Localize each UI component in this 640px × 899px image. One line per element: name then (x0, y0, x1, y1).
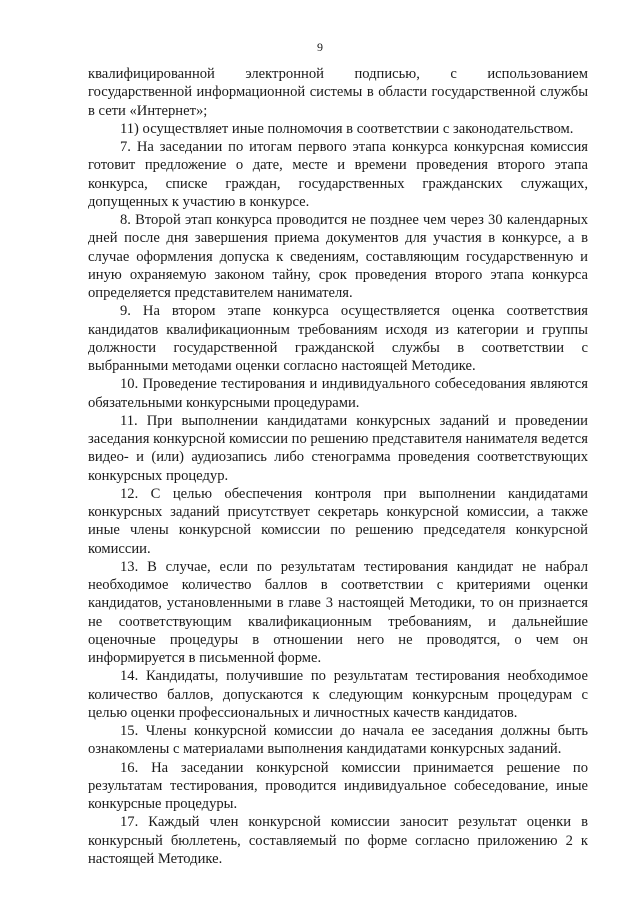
paragraph-7: 7. На заседании по итогам первого этапа конкурса конкурсная комиссия готовит предложение о дате, месте и времени проведения второго этапа конкурса, списке граждан, государственных гражданских служащих, допущенных к участию в конкурсе. (88, 139, 588, 210)
paragraph-14: 14. Кандидаты, получившие по результатам тестирования необходимое количество баллов, допускаются к следующим конкурсным процедурам с целью оценки профессиональных и личностных качеств кандидатов. (88, 668, 588, 721)
paragraph-17: 17. Каждый член конкурсной комиссии заносит результат оценки в конкурсный бюллетень, составляемый по форме согласно приложению 2 к настоящей Методике. (88, 814, 588, 867)
paragraph-10: 10. Проведение тестирования и индивидуального собеседования являются обязательными конкурсными процедурами. (88, 376, 588, 411)
paragraph-item-11: 11) осуществляет иные полномочия в соответствии с законодательством. (120, 120, 574, 137)
paragraph-12: 12. С целью обеспечения контроля при выполнении кандидатами конкурсных заданий присутствует секретарь конкурсной комиссии, а также иные члены конкурсной комиссии по решению председателя конкурсной комиссии. (88, 485, 588, 557)
page-number: 9 (317, 40, 323, 54)
paragraph-16: 16. На заседании конкурсной комиссии принимается решение по результатам тестирования, проводится индивидуальное собеседование, иные конкурсные процедуры. (88, 759, 588, 812)
document-body (88, 65, 588, 868)
paragraph-8: 8. Второй этап конкурса проводится не позднее чем через 30 календарных дней после дня завершения приема документов для участия в конкурсе, а в случае оформления допуска к сведениям, составляющим государственную и иную охраняемую законом тайну, срок проведения второго этапа конкурса определяется представителем нанимателя. (88, 212, 588, 301)
paragraph-11: 11. При выполнении кандидатами конкурсных заданий и проведении заседания конкурсной комиссии по решению представителя нанимателя ведется видео- и (или) аудиозапись либо стенограмма проведения соответствующих конкурсных процедур. (88, 412, 588, 484)
paragraph-15: 15. Члены конкурсной комиссии до начала ее заседания должны быть ознакомлены с материалами выполнения кандидатами конкурсных заданий. (88, 723, 588, 758)
paragraph-13: 13. В случае, если по результатам тестирования кандидат не набрал необходимое количество баллов в соответствии с критериями оценки кандидатов, установленными в главе 3 настоящей Методики, то он признается не соответствующим квалификационным требованиям, и дальнейшие оценочные процедуры в отношении него не проводятся, о чем он информируется в письменной форме. (88, 558, 588, 666)
paragraph-continuation: квалифицированной электронной подписью, с использованием государственной информационной системы в области государственной службы в сети «Интернет»; (88, 66, 588, 119)
paragraph-9: 9. На втором этапе конкурса осуществляется оценка соответствия кандидатов квалификационным требованиям исходя из категории и группы должности государственной гражданской службы в соответствии с выбранными методами оценки согласно настоящей Методике. (88, 303, 588, 374)
